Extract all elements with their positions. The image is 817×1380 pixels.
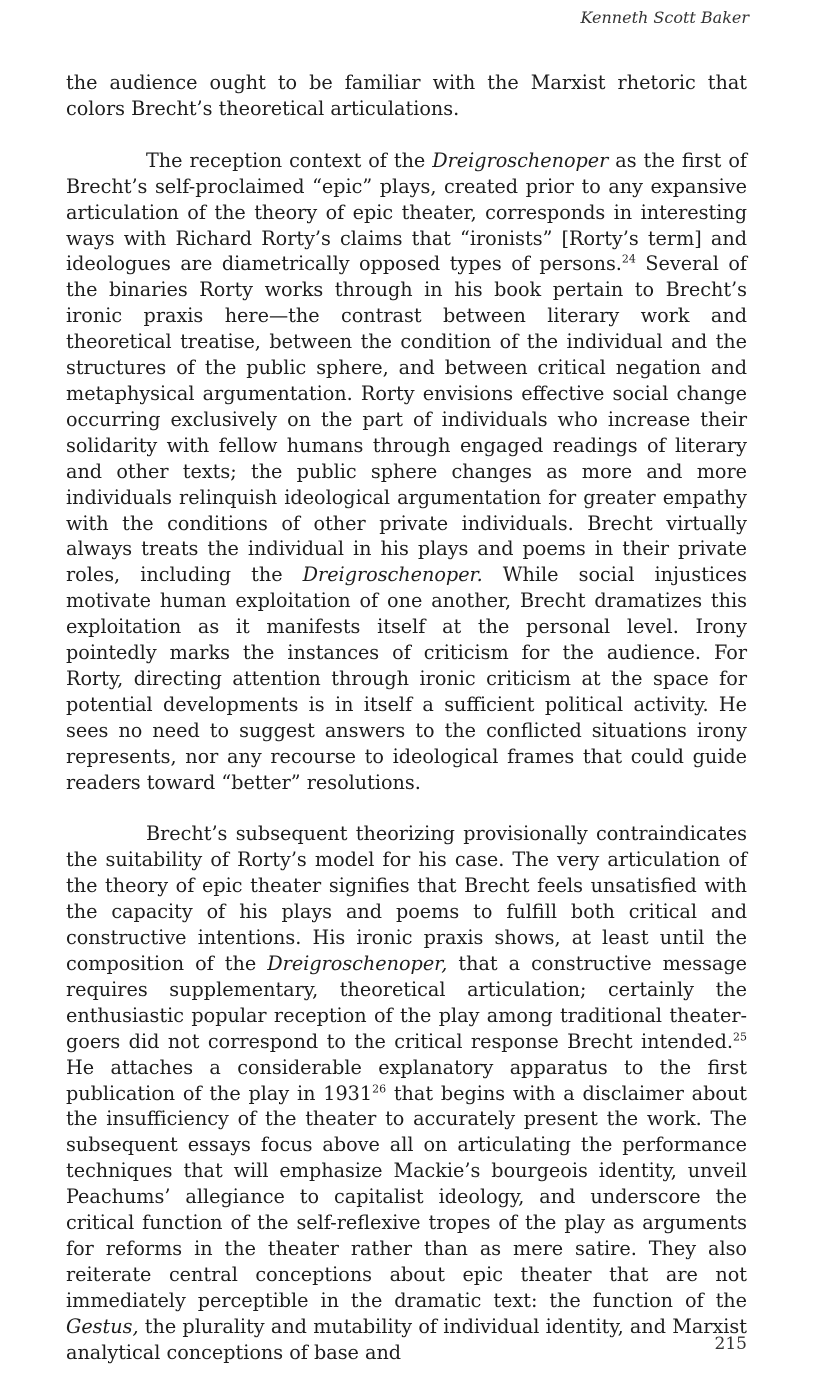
text-run: as the first of Brecht’s self-proclaimed “epic” plays, created prior to any expansive articulation of the theory of epic theater, corresponds in interesting ways with Richard Rorty’s claims that “ironists” [Rorty’s term] and ideologues are diametrically opposed types of persons. (66, 148, 747, 276)
text-run: Brecht’s subsequent theorizing provisionally contraindicates the suitability of Rorty’s model for his case. The very articulation of the theory of epic theater signifies that Brecht feels unsatisfied with the capacity of his plays and poems to fulfill both critical and constructive intentions. His ironic praxis shows, at least until the composition of the (66, 822, 747, 975)
text-run: He attaches a considerable explanatory apparatus to the first publication of the play in 1931 (66, 1055, 747, 1105)
italic-title: Dreigroschenoper. (302, 563, 483, 587)
text-run: the plurality and mutability of individual identity, and Marxist analytical conceptions of base and (66, 1314, 747, 1364)
text-run: that begins with a disclaimer about the insufficiency of the theater to accurately present the work. The subsequent essays focus above all on articulating the performance techniques that will emphasize Mackie’s bourgeois identity, unveil Peachums’ allegiance to capitalist ideology, and underscore the critical function of the self-reflexive tropes of the play as arguments for reforms in the theater rather than as mere satire. They also reiterate central conceptions about epic theater that are not immediately perceptible in the dramatic text: the function of the (66, 1081, 748, 1312)
footnote-ref-25: 25 (733, 1030, 747, 1044)
paragraph-gap (66, 795, 747, 821)
running-head: Kenneth Scott Baker (580, 8, 749, 27)
paragraph-gap (66, 122, 747, 148)
italic-title: Dreigroschenoper, (267, 952, 448, 975)
italic-term: Gestus, (66, 1314, 139, 1338)
body-text (66, 70, 747, 1366)
italic-title: Dreigroschenoper (432, 148, 609, 172)
text-run: that a constructive message requires supplementary, theoretical articulation; certainly the enthusiastic popular reception of the play among traditional theater-goers did not correspond to the critical response Brecht intended. (66, 952, 747, 1053)
text-run: The reception context of the (146, 148, 433, 172)
page-number: 215 (714, 1334, 747, 1354)
text-run: While social injustices motivate human exploitation of one another, Brecht dramatizes this exploitation as it manifests itself at the personal level. Irony pointedly marks the instances of criticism for the audience. For Rorty, directing attention through ironic criticism at the space for potential developments is in itself a sufficient political activity. He sees no need to suggest answers to the conflicted situations irony represents, nor any recourse to ideological frames that could guide readers toward “better” resolutions. (66, 563, 747, 794)
footnote-ref-26: 26 (372, 1082, 387, 1096)
footnote-ref-24: 24 (621, 253, 636, 267)
text-run: Several of the binaries Rorty works through in his book pertain to Brecht’s ironic praxis here—the contrast between literary work and theoretical treatise, between the condition of the individual and the structures of the public sphere, and between critical negation and metaphysical argumentation. Rorty envisions effective social change occurring exclusively on the part of individuals who increase their solidarity with fellow humans through engaged readings of literary and other texts; the public sphere changes as more and more individuals relinquish ideological argumentation for greater empathy with the conditions of other private individuals. Brecht virtually always treats the individual in his plays and poems in their private roles, including the (66, 252, 748, 587)
paragraph-reception-context (66, 148, 747, 796)
paragraph-subsequent-theorizing (66, 821, 747, 1365)
paragraph-continued: the audience ought to be familiar with the Marxist rhetoric that colors Brecht’s theoretical articulations. (66, 71, 747, 120)
